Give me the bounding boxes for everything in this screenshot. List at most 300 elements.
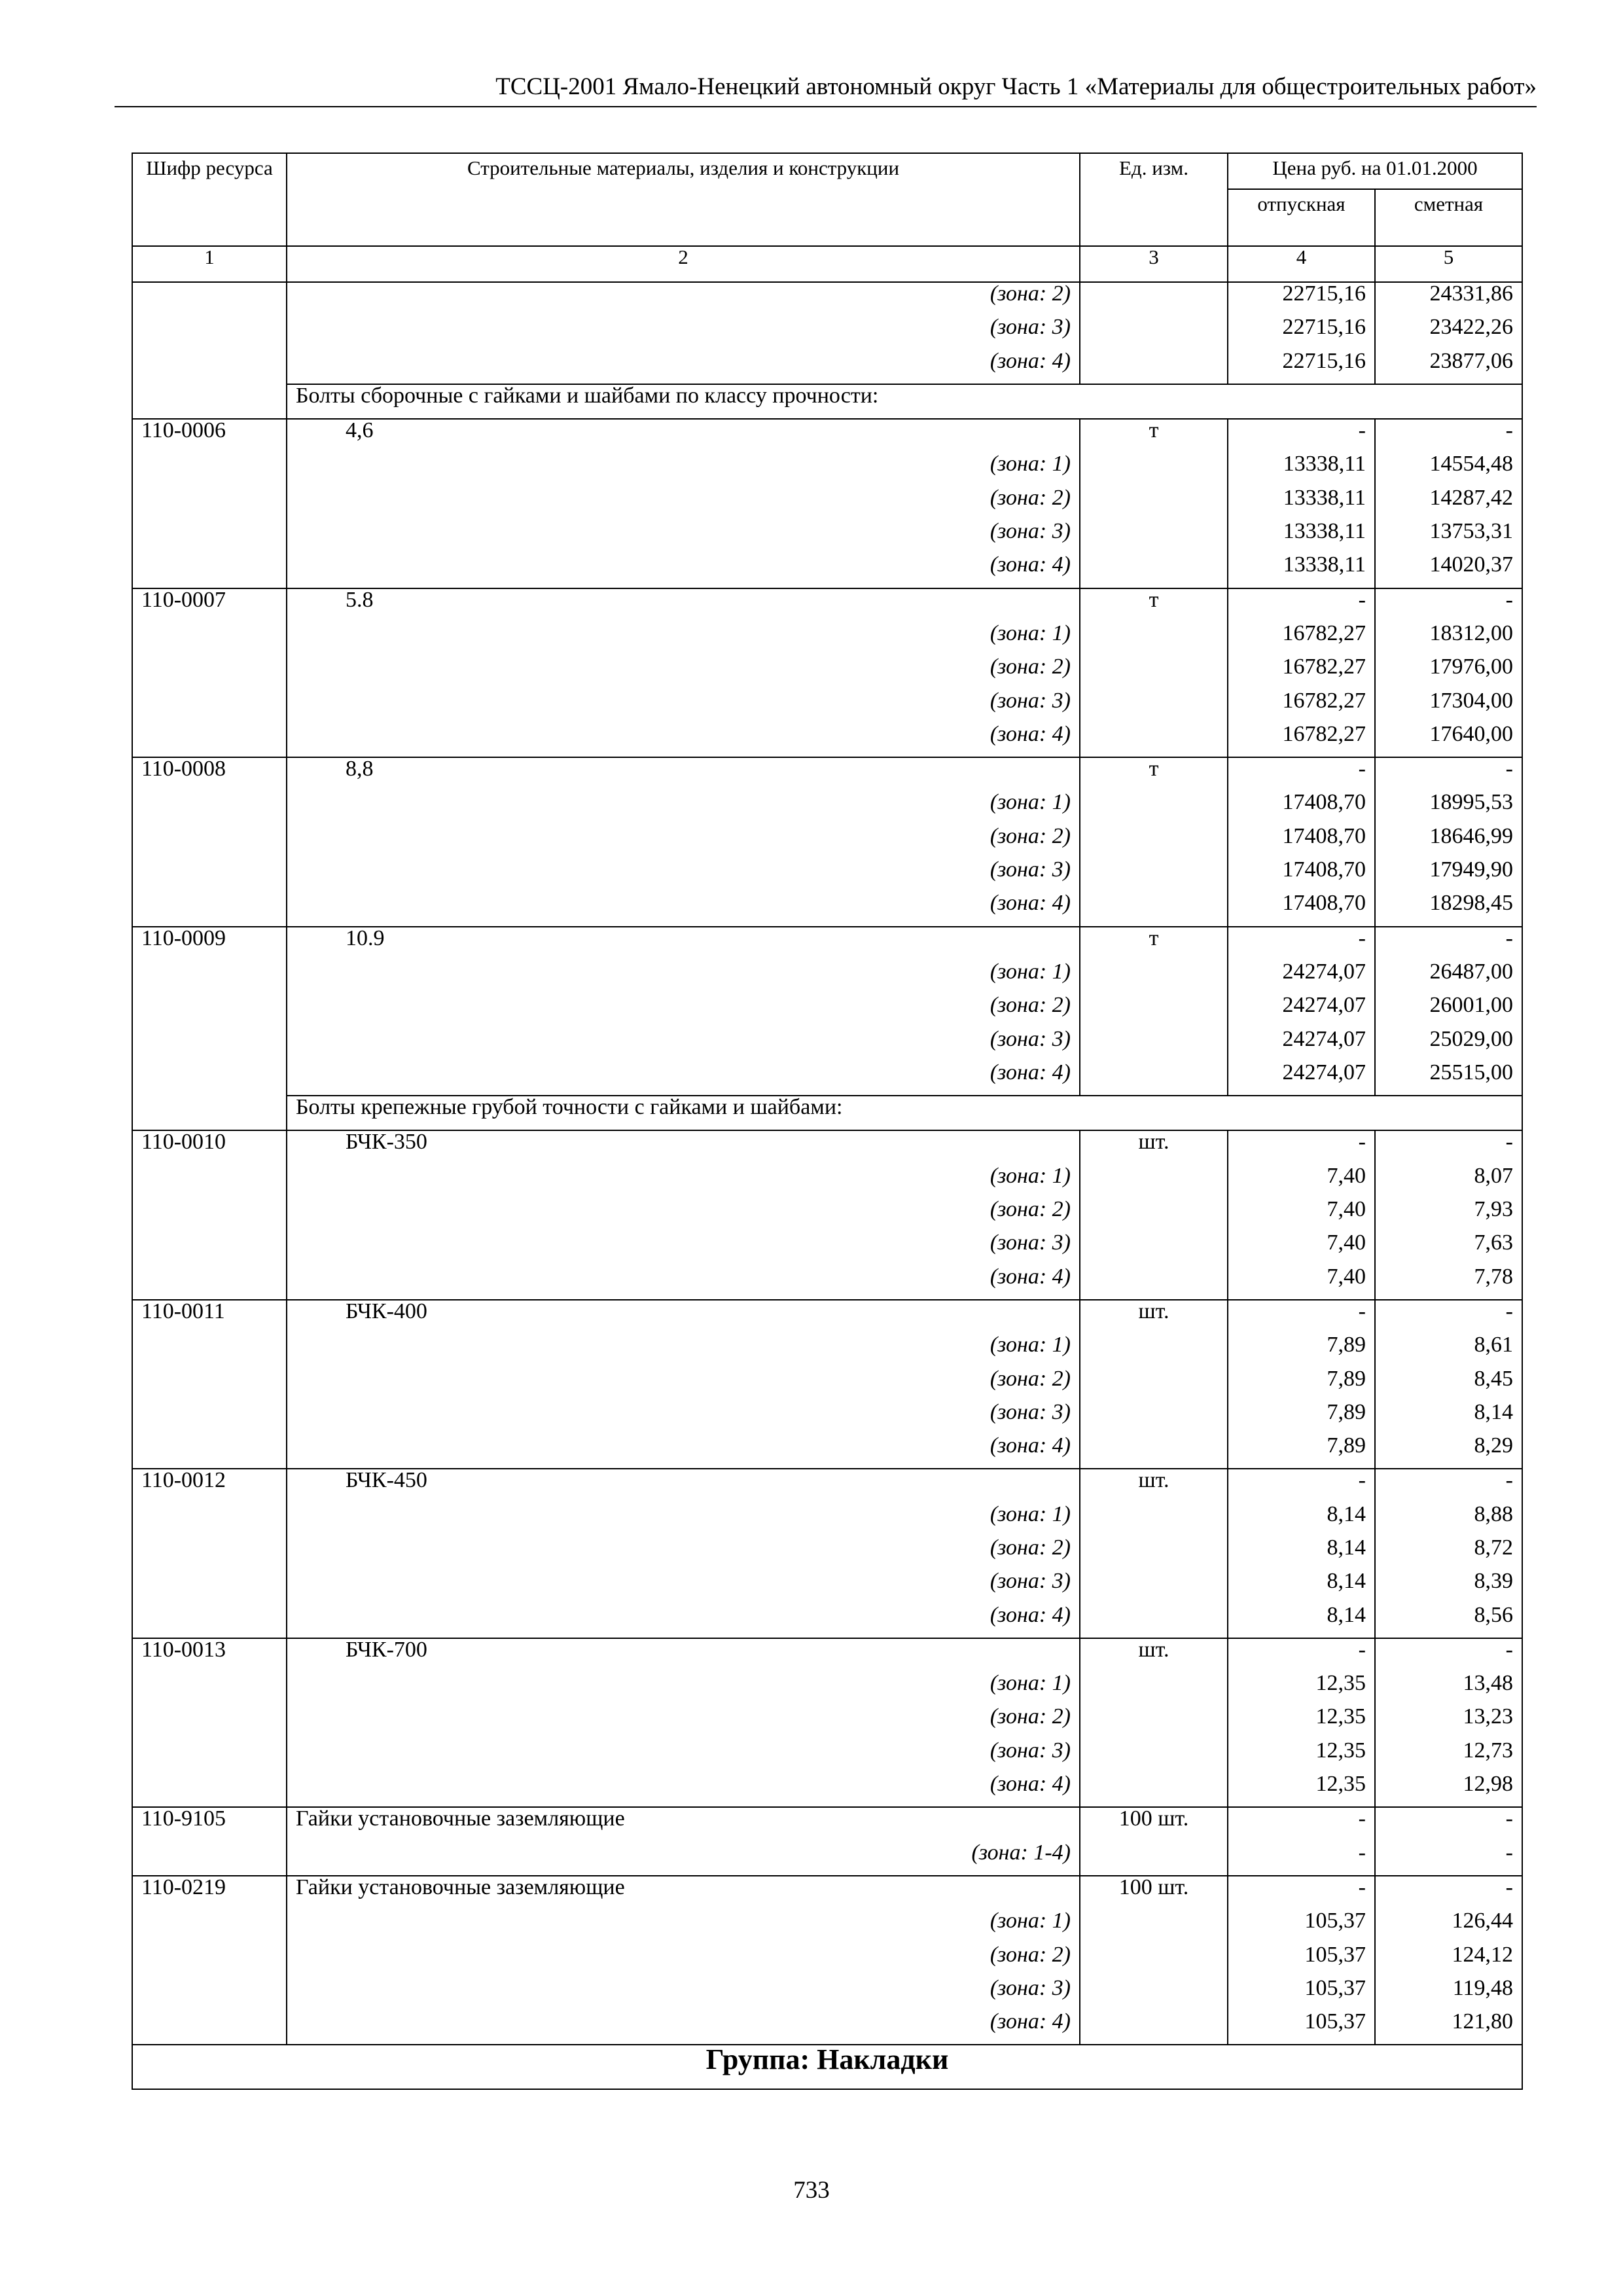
zone-row	[132, 690, 1522, 723]
zone-row	[132, 1435, 1522, 1469]
zone-row	[132, 1706, 1522, 1739]
zone-row	[132, 892, 1522, 926]
unit-cell	[1080, 350, 1228, 384]
estimate-price: 14020,37	[1375, 554, 1522, 588]
zone-label: (зона: 4)	[287, 554, 1080, 588]
unit-cell	[1080, 1944, 1228, 1977]
material-name: БЧК-400	[287, 1300, 1080, 1334]
unit-of-measure: шт.	[1080, 1638, 1228, 1672]
code-cell	[132, 1672, 287, 1706]
release-price: 7,89	[1228, 1401, 1375, 1435]
estimate-price: -	[1375, 1469, 1522, 1503]
material-name: 5.8	[287, 588, 1080, 622]
table-row	[132, 588, 1522, 622]
code-cell	[132, 2011, 287, 2045]
zone-row	[132, 1165, 1522, 1198]
estimate-price: 8,88	[1375, 1503, 1522, 1537]
zone-label: (зона: 1)	[287, 1334, 1080, 1367]
unit-cell	[1080, 1266, 1228, 1300]
release-price: 22715,16	[1228, 350, 1375, 384]
zone-label: (зона: 4)	[287, 1604, 1080, 1638]
estimate-price: 7,93	[1375, 1198, 1522, 1232]
code-cell	[132, 453, 287, 486]
release-price: 13338,11	[1228, 520, 1375, 554]
table-row	[132, 1469, 1522, 1503]
zone-label: (зона: 1)	[287, 622, 1080, 656]
code-cell	[132, 1706, 287, 1739]
resource-code: 110-0008	[132, 757, 287, 791]
release-price: -	[1228, 927, 1375, 961]
code-cell	[132, 961, 287, 994]
zone-row	[132, 554, 1522, 588]
code-cell	[132, 1773, 287, 1807]
release-price: 16782,27	[1228, 622, 1375, 656]
estimate-price: 126,44	[1375, 1910, 1522, 1943]
estimate-price: 23422,26	[1375, 316, 1522, 350]
zone-label: (зона: 3)	[287, 690, 1080, 723]
unit-cell	[1080, 892, 1228, 926]
code-cell	[132, 1266, 287, 1300]
zone-row	[132, 282, 1522, 316]
code-cell	[132, 1604, 287, 1638]
zone-row	[132, 1368, 1522, 1401]
estimate-price: 8,14	[1375, 1401, 1522, 1435]
code-cell	[132, 723, 287, 757]
code-cell	[132, 282, 287, 316]
zone-row	[132, 1604, 1522, 1638]
resource-code: 110-0219	[132, 1876, 287, 1910]
unit-cell	[1080, 690, 1228, 723]
estimate-price: 25515,00	[1375, 1062, 1522, 1096]
section-row	[132, 1096, 1522, 1130]
unit-of-measure: т	[1080, 927, 1228, 961]
release-price: 12,35	[1228, 1706, 1375, 1739]
release-price: 8,14	[1228, 1537, 1375, 1570]
code-cell	[132, 1401, 287, 1435]
material-name: 10.9	[287, 927, 1080, 961]
zone-row	[132, 1672, 1522, 1706]
zone-label: (зона: 4)	[287, 723, 1080, 757]
unit-cell	[1080, 859, 1228, 892]
unit-cell	[1080, 1435, 1228, 1469]
estimate-price: 8,45	[1375, 1368, 1522, 1401]
release-price: 17408,70	[1228, 859, 1375, 892]
release-price: 8,14	[1228, 1604, 1375, 1638]
code-cell	[132, 791, 287, 825]
zone-row	[132, 1773, 1522, 1807]
release-price: 22715,16	[1228, 316, 1375, 350]
release-price: 7,40	[1228, 1165, 1375, 1198]
table-row	[132, 1807, 1522, 1841]
resource-code: 110-0006	[132, 419, 287, 453]
release-price: 7,89	[1228, 1334, 1375, 1367]
unit-cell	[1080, 994, 1228, 1028]
estimate-price: 26487,00	[1375, 961, 1522, 994]
zone-label: (зона: 4)	[287, 1062, 1080, 1096]
unit-of-measure: 100 шт.	[1080, 1807, 1228, 1841]
section-title: Болты сборочные с гайками и шайбами по классу прочности:	[287, 384, 1522, 419]
unit-of-measure: шт.	[1080, 1469, 1228, 1503]
release-price: 13338,11	[1228, 554, 1375, 588]
unit-of-measure: т	[1080, 757, 1228, 791]
estimate-price: 17304,00	[1375, 690, 1522, 723]
unit-cell	[1080, 723, 1228, 757]
release-price: 24274,07	[1228, 1028, 1375, 1062]
zone-row	[132, 1944, 1522, 1977]
col-header-release: отпускная	[1228, 189, 1375, 246]
zone-row	[132, 2011, 1522, 2045]
release-price: -	[1228, 1876, 1375, 1910]
release-price: -	[1228, 1300, 1375, 1334]
estimate-price: -	[1375, 1638, 1522, 1672]
zone-row	[132, 1842, 1522, 1876]
estimate-price: -	[1375, 757, 1522, 791]
estimate-price: -	[1375, 927, 1522, 961]
release-price: 24274,07	[1228, 1062, 1375, 1096]
table-row	[132, 1876, 1522, 1910]
unit-cell	[1080, 282, 1228, 316]
zone-label: (зона: 2)	[287, 487, 1080, 520]
unit-cell	[1080, 656, 1228, 689]
estimate-price: -	[1375, 1130, 1522, 1164]
estimate-price: 13,23	[1375, 1706, 1522, 1739]
code-cell	[132, 1198, 287, 1232]
code-cell	[132, 1232, 287, 1265]
estimate-price: 26001,00	[1375, 994, 1522, 1028]
code-cell	[132, 825, 287, 859]
release-price: 16782,27	[1228, 656, 1375, 689]
code-cell	[132, 1165, 287, 1198]
release-price: 12,35	[1228, 1672, 1375, 1706]
resource-code: 110-9105	[132, 1807, 287, 1841]
running-header: ТССЦ-2001 Ямало-Ненецкий автономный округ Часть 1 «Материалы для общестроительных работ»	[495, 73, 1537, 100]
zone-label: (зона: 2)	[287, 656, 1080, 689]
release-price: 13338,11	[1228, 487, 1375, 520]
estimate-price: 18995,53	[1375, 791, 1522, 825]
release-price: 7,40	[1228, 1198, 1375, 1232]
table-row	[132, 1638, 1522, 1672]
zone-row	[132, 1401, 1522, 1435]
code-cell	[132, 1977, 287, 2011]
zone-row	[132, 1977, 1522, 2011]
unit-cell	[1080, 554, 1228, 588]
release-price: 105,37	[1228, 1944, 1375, 1977]
zone-label: (зона: 3)	[287, 316, 1080, 350]
estimate-price: 18298,45	[1375, 892, 1522, 926]
code-cell	[132, 1334, 287, 1367]
zone-label: (зона: 1-4)	[287, 1842, 1080, 1876]
unit-cell	[1080, 316, 1228, 350]
release-price: 13338,11	[1228, 453, 1375, 486]
unit-cell	[1080, 1672, 1228, 1706]
zone-row	[132, 791, 1522, 825]
code-cell	[132, 316, 287, 350]
column-numbers-row	[132, 246, 1522, 282]
estimate-price: -	[1375, 1842, 1522, 1876]
zone-label: (зона: 3)	[287, 1028, 1080, 1062]
zone-label: (зона: 4)	[287, 2011, 1080, 2045]
estimate-price: -	[1375, 1807, 1522, 1841]
estimate-price: 8,56	[1375, 1604, 1522, 1638]
resource-code: 110-0010	[132, 1130, 287, 1164]
estimate-price: 13,48	[1375, 1672, 1522, 1706]
zone-label: (зона: 1)	[287, 453, 1080, 486]
resource-code: 110-0007	[132, 588, 287, 622]
zone-label: (зона: 4)	[287, 350, 1080, 384]
estimate-price: 18312,00	[1375, 622, 1522, 656]
release-price: -	[1228, 419, 1375, 453]
col-number: 2	[287, 246, 1080, 282]
unit-of-measure: шт.	[1080, 1130, 1228, 1164]
release-price: 7,40	[1228, 1266, 1375, 1300]
estimate-price: 8,39	[1375, 1570, 1522, 1604]
estimate-price: 18646,99	[1375, 825, 1522, 859]
zone-label: (зона: 2)	[287, 1537, 1080, 1570]
unit-cell	[1080, 2011, 1228, 2045]
release-price: 12,35	[1228, 1773, 1375, 1807]
table-row	[132, 757, 1522, 791]
code-cell	[132, 1503, 287, 1537]
estimate-price: 12,98	[1375, 1773, 1522, 1807]
unit-cell	[1080, 791, 1228, 825]
code-cell	[132, 892, 287, 926]
code-cell	[132, 1368, 287, 1401]
estimate-price: 121,80	[1375, 2011, 1522, 2045]
zone-label: (зона: 1)	[287, 791, 1080, 825]
estimate-price: 25029,00	[1375, 1028, 1522, 1062]
code-cell	[132, 656, 287, 689]
release-price: 7,40	[1228, 1232, 1375, 1265]
col-header-estimate: сметная	[1375, 189, 1522, 246]
estimate-price: -	[1375, 1300, 1522, 1334]
material-name: 4,6	[287, 419, 1080, 453]
zone-row	[132, 1334, 1522, 1367]
table-row	[132, 1130, 1522, 1164]
col-number: 4	[1228, 246, 1375, 282]
estimate-price: 8,72	[1375, 1537, 1522, 1570]
zone-label: (зона: 4)	[287, 1266, 1080, 1300]
col-header-unit: Ед. изм.	[1080, 153, 1228, 246]
estimate-price: 14287,42	[1375, 487, 1522, 520]
release-price: 17408,70	[1228, 791, 1375, 825]
unit-cell	[1080, 622, 1228, 656]
zone-label: (зона: 1)	[287, 1165, 1080, 1198]
unit-cell	[1080, 825, 1228, 859]
unit-of-measure: шт.	[1080, 1300, 1228, 1334]
zone-row	[132, 1537, 1522, 1570]
zone-row	[132, 316, 1522, 350]
zone-row	[132, 350, 1522, 384]
zone-row	[132, 1570, 1522, 1604]
zone-label: (зона: 3)	[287, 1401, 1080, 1435]
table-row	[132, 1300, 1522, 1334]
zone-label: (зона: 2)	[287, 1198, 1080, 1232]
zone-row	[132, 1062, 1522, 1096]
col-number: 3	[1080, 246, 1228, 282]
code-cell	[132, 1062, 287, 1096]
release-price: 8,14	[1228, 1570, 1375, 1604]
unit-cell	[1080, 453, 1228, 486]
estimate-price: 17640,00	[1375, 723, 1522, 757]
zone-row	[132, 487, 1522, 520]
release-price: 22715,16	[1228, 282, 1375, 316]
release-price: -	[1228, 1469, 1375, 1503]
group-title: Группа: Накладки	[132, 2045, 1522, 2089]
unit-cell	[1080, 1028, 1228, 1062]
zone-label: (зона: 1)	[287, 1503, 1080, 1537]
release-price: 12,35	[1228, 1740, 1375, 1773]
col-number: 1	[132, 246, 287, 282]
col-header-code: Шифр ресурса	[132, 153, 287, 246]
code-cell	[132, 520, 287, 554]
unit-cell	[1080, 1401, 1228, 1435]
table-body	[132, 282, 1522, 2045]
zone-label: (зона: 3)	[287, 520, 1080, 554]
zone-row	[132, 1503, 1522, 1537]
unit-cell	[1080, 1334, 1228, 1367]
unit-cell	[1080, 1503, 1228, 1537]
section-row	[132, 384, 1522, 419]
zone-label: (зона: 2)	[287, 1706, 1080, 1739]
unit-cell	[1080, 487, 1228, 520]
zone-row	[132, 994, 1522, 1028]
estimate-price: 8,07	[1375, 1165, 1522, 1198]
unit-cell	[1080, 1604, 1228, 1638]
zone-row	[132, 622, 1522, 656]
material-name: Гайки установочные заземляющие	[287, 1807, 1080, 1841]
zone-label: (зона: 4)	[287, 1773, 1080, 1807]
unit-cell	[1080, 1570, 1228, 1604]
section-title: Болты крепежные грубой точности с гайками и шайбами:	[287, 1096, 1522, 1130]
unit-of-measure: т	[1080, 588, 1228, 622]
zone-label: (зона: 3)	[287, 1570, 1080, 1604]
release-price: 24274,07	[1228, 961, 1375, 994]
material-name: БЧК-350	[287, 1130, 1080, 1164]
code-cell	[132, 1028, 287, 1062]
material-name: БЧК-700	[287, 1638, 1080, 1672]
code-cell	[132, 1435, 287, 1469]
material-name: Гайки установочные заземляющие	[287, 1876, 1080, 1910]
unit-cell	[1080, 1198, 1228, 1232]
zone-row	[132, 961, 1522, 994]
zone-row	[132, 1740, 1522, 1773]
page-number: 733	[793, 2177, 830, 2204]
zone-row	[132, 1028, 1522, 1062]
estimate-price: 13753,31	[1375, 520, 1522, 554]
code-cell	[132, 1570, 287, 1604]
release-price: -	[1228, 757, 1375, 791]
code-cell	[132, 1537, 287, 1570]
code-cell	[132, 384, 287, 419]
release-price: 8,14	[1228, 1503, 1375, 1537]
unit-cell	[1080, 1773, 1228, 1807]
release-price: 105,37	[1228, 1910, 1375, 1943]
release-price: -	[1228, 1130, 1375, 1164]
code-cell	[132, 1096, 287, 1130]
estimate-price: 14554,48	[1375, 453, 1522, 486]
zone-label: (зона: 4)	[287, 1435, 1080, 1469]
zone-label: (зона: 2)	[287, 1944, 1080, 1977]
zone-row	[132, 453, 1522, 486]
estimate-price: 124,12	[1375, 1944, 1522, 1977]
release-price: 16782,27	[1228, 690, 1375, 723]
col-header-price: Цена руб. на 01.01.2000	[1228, 153, 1522, 189]
estimate-price: 119,48	[1375, 1977, 1522, 2011]
material-name: БЧК-450	[287, 1469, 1080, 1503]
resource-code: 110-0012	[132, 1469, 287, 1503]
unit-of-measure: т	[1080, 419, 1228, 453]
zone-label: (зона: 1)	[287, 1672, 1080, 1706]
code-cell	[132, 690, 287, 723]
col-header-name: Строительные материалы, изделия и конструкции	[287, 153, 1080, 246]
zone-row	[132, 1266, 1522, 1300]
estimate-price: 12,73	[1375, 1740, 1522, 1773]
estimate-price: 17949,90	[1375, 859, 1522, 892]
col-number: 5	[1375, 246, 1522, 282]
release-price: 24274,07	[1228, 994, 1375, 1028]
unit-cell	[1080, 1740, 1228, 1773]
zone-label: (зона: 4)	[287, 892, 1080, 926]
zone-row	[132, 723, 1522, 757]
estimate-price: -	[1375, 588, 1522, 622]
estimate-price: 24331,86	[1375, 282, 1522, 316]
estimate-price: 7,63	[1375, 1232, 1522, 1265]
unit-cell	[1080, 1977, 1228, 2011]
release-price: 17408,70	[1228, 825, 1375, 859]
estimate-price: 17976,00	[1375, 656, 1522, 689]
zone-row	[132, 656, 1522, 689]
code-cell	[132, 1842, 287, 1876]
zone-label: (зона: 2)	[287, 994, 1080, 1028]
zone-row	[132, 1232, 1522, 1265]
zone-label: (зона: 3)	[287, 1740, 1080, 1773]
unit-cell	[1080, 1368, 1228, 1401]
release-price: 7,89	[1228, 1368, 1375, 1401]
estimate-price: -	[1375, 1876, 1522, 1910]
estimate-price: 8,61	[1375, 1334, 1522, 1367]
code-cell	[132, 1944, 287, 1977]
header-rule	[115, 106, 1537, 107]
zone-row	[132, 520, 1522, 554]
code-cell	[132, 994, 287, 1028]
unit-cell	[1080, 1062, 1228, 1096]
release-price: 7,89	[1228, 1435, 1375, 1469]
code-cell	[132, 1910, 287, 1943]
release-price: 105,37	[1228, 1977, 1375, 2011]
estimate-price: -	[1375, 419, 1522, 453]
zone-row	[132, 1198, 1522, 1232]
resource-code: 110-0009	[132, 927, 287, 961]
release-price: -	[1228, 1807, 1375, 1841]
zone-label: (зона: 3)	[287, 859, 1080, 892]
resource-code: 110-0011	[132, 1300, 287, 1334]
unit-cell	[1080, 1706, 1228, 1739]
unit-cell	[1080, 1842, 1228, 1876]
zone-label: (зона: 3)	[287, 1977, 1080, 2011]
code-cell	[132, 1740, 287, 1773]
zone-label: (зона: 1)	[287, 1910, 1080, 1943]
code-cell	[132, 554, 287, 588]
unit-cell	[1080, 1910, 1228, 1943]
code-cell	[132, 487, 287, 520]
zone-label: (зона: 1)	[287, 961, 1080, 994]
code-cell	[132, 859, 287, 892]
zone-label: (зона: 2)	[287, 282, 1080, 316]
unit-cell	[1080, 1232, 1228, 1265]
unit-cell	[1080, 961, 1228, 994]
zone-label: (зона: 3)	[287, 1232, 1080, 1265]
material-name: 8,8	[287, 757, 1080, 791]
